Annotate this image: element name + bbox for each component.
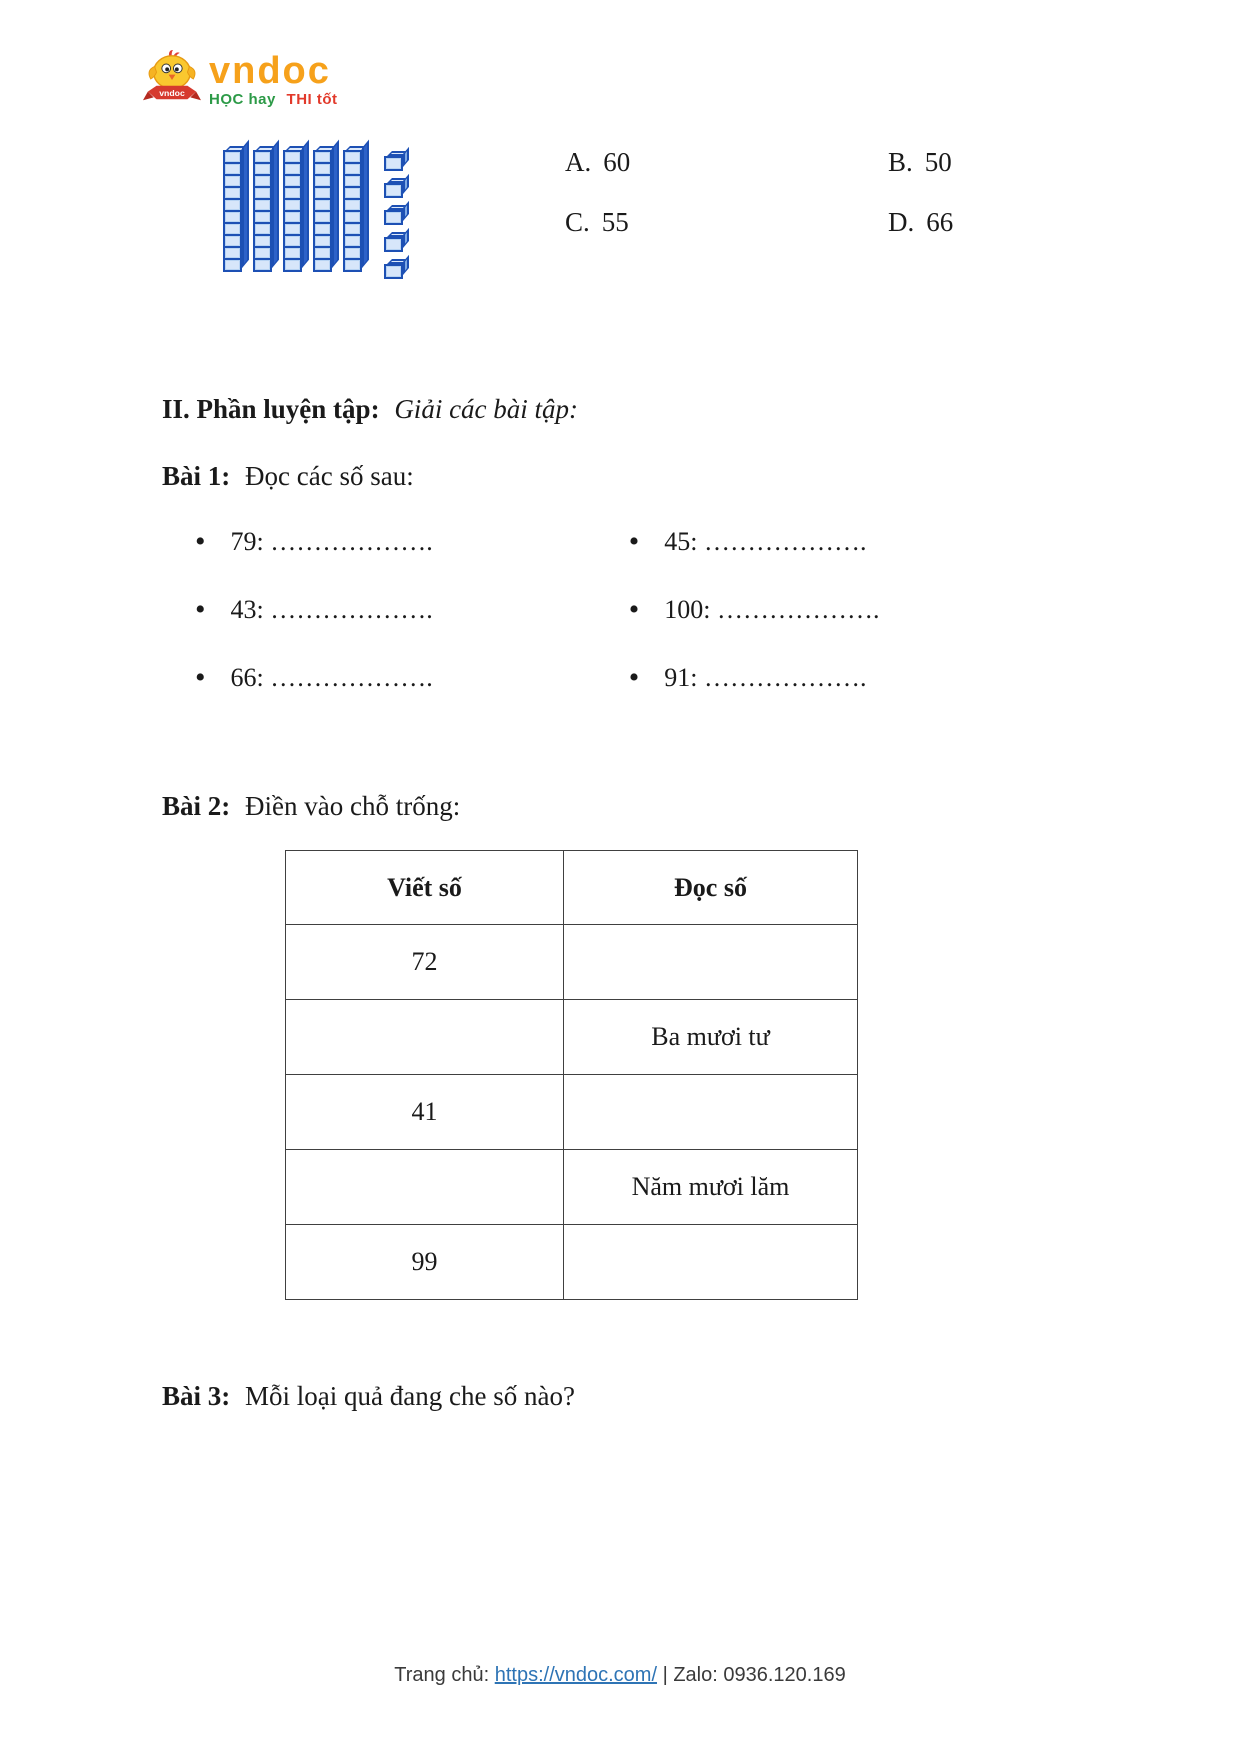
- ten-rod: [343, 152, 362, 272]
- mascot-banner-text: vndoc: [159, 87, 185, 98]
- cell-viet-so: 99: [286, 1225, 564, 1300]
- mc-option: [565, 204, 888, 240]
- table-header-row: [286, 851, 858, 925]
- list-item: • 43: ……………….: [195, 592, 433, 660]
- unit-cube: [384, 264, 403, 279]
- footer-zalo: Zalo: 0936.120.169: [673, 1664, 846, 1686]
- table-row: [286, 1225, 858, 1300]
- rod-cube: [253, 258, 272, 272]
- ten-rod: [283, 152, 302, 272]
- cell-doc-so: [564, 925, 858, 1000]
- rod-side-face: [362, 140, 369, 268]
- section-2-subtitle: Giải các bài tập:: [394, 394, 579, 424]
- exercise-1-label: Bài 1:: [162, 461, 231, 491]
- section-2-title: II. Phần luyện tập:: [162, 394, 380, 424]
- brand-tagline: [209, 91, 338, 108]
- chick-mascot-icon: [143, 48, 201, 110]
- table-row: [286, 925, 858, 1000]
- option-value: 66: [926, 207, 954, 237]
- rod-cube: [343, 258, 362, 272]
- exercise-3-prompt: Mỗi loại quả đang che số nào?: [245, 1381, 575, 1411]
- page-footer: [0, 1664, 1240, 1687]
- ten-rod: [313, 152, 332, 272]
- list-column-left: [195, 524, 433, 728]
- footer-prefix: Trang chủ:: [394, 1664, 495, 1686]
- section-2-heading: [162, 392, 578, 426]
- mc-option: [565, 144, 888, 180]
- cell-viet-so: 41: [286, 1075, 564, 1150]
- list-item: • 91: ……………….: [629, 660, 880, 728]
- option-letter: C.: [565, 207, 590, 237]
- rod-cube: [283, 258, 302, 272]
- rod-side-face: [332, 140, 339, 268]
- answer-options: [565, 144, 953, 240]
- units-group: [384, 156, 403, 291]
- exercise-3-label: Bài 3:: [162, 1381, 231, 1411]
- cell-doc-so: Ba mươi tư: [564, 1000, 858, 1075]
- ten-rod: [253, 152, 272, 272]
- exercise-2-prompt: Điền vào chỗ trống:: [245, 791, 461, 821]
- table-row: [286, 1000, 858, 1075]
- column-header-doc-so: Đọc số: [564, 851, 858, 925]
- answer-table-head: [286, 851, 858, 925]
- exercise-1-list: [195, 524, 880, 728]
- unit-cube: [384, 183, 403, 198]
- answer-table: [285, 850, 858, 1300]
- option-value: 50: [924, 147, 952, 177]
- table-row: [286, 1150, 858, 1225]
- mc-option: [888, 204, 953, 240]
- exercise-2-heading: [162, 789, 460, 823]
- vndoc-logo: [143, 48, 338, 110]
- unit-side-face: [403, 201, 409, 221]
- unit-cube: [384, 237, 403, 252]
- tagline-green: HỌC hay: [209, 91, 276, 108]
- answer-table-body: [286, 925, 858, 1300]
- tagline-red: THI tốt: [286, 91, 338, 108]
- list-item: • 66: ……………….: [195, 660, 433, 728]
- list-item: • 79: ……………….: [195, 524, 433, 592]
- cell-viet-so: [286, 1150, 564, 1225]
- rod-cube: [313, 258, 332, 272]
- unit-cube: [384, 210, 403, 225]
- option-value: 60: [603, 147, 631, 177]
- unit-side-face: [403, 255, 409, 275]
- list-column-right: [629, 524, 880, 728]
- exercise-2-label: Bài 2:: [162, 791, 231, 821]
- rods-group: [223, 152, 362, 272]
- base-ten-blocks-figure: [223, 152, 403, 291]
- footer-separator: |: [657, 1664, 674, 1686]
- column-header-viet-so: Viết số: [286, 851, 564, 925]
- unit-cube: [384, 156, 403, 171]
- logo-text: [209, 48, 338, 108]
- brand-wordmark: vndoc: [209, 50, 331, 92]
- option-letter: D.: [888, 207, 915, 237]
- unit-side-face: [403, 174, 409, 194]
- rod-side-face: [302, 140, 309, 268]
- rod-cube: [223, 258, 242, 272]
- cell-viet-so: 72: [286, 925, 564, 1000]
- cell-doc-so: [564, 1075, 858, 1150]
- rod-side-face: [272, 140, 279, 268]
- cell-doc-so: [564, 1225, 858, 1300]
- list-item: • 100: ……………….: [629, 592, 880, 660]
- exercise-1-prompt: Đọc các số sau:: [245, 461, 414, 491]
- mc-option: [888, 144, 953, 180]
- exercise-1-heading: [162, 459, 414, 493]
- cell-viet-so: [286, 1000, 564, 1075]
- option-letter: A.: [565, 147, 592, 177]
- list-item: • 45: ……………….: [629, 524, 880, 592]
- cell-doc-so: Năm mươi lăm: [564, 1150, 858, 1225]
- homepage-link[interactable]: https://vndoc.com/: [494, 1664, 658, 1686]
- rod-side-face: [242, 140, 249, 268]
- unit-side-face: [403, 147, 409, 167]
- table-row: [286, 1075, 858, 1150]
- option-value: 55: [601, 207, 629, 237]
- unit-side-face: [403, 228, 409, 248]
- option-letter: B.: [888, 147, 913, 177]
- ten-rod: [223, 152, 242, 272]
- exercise-3-heading: [162, 1379, 575, 1413]
